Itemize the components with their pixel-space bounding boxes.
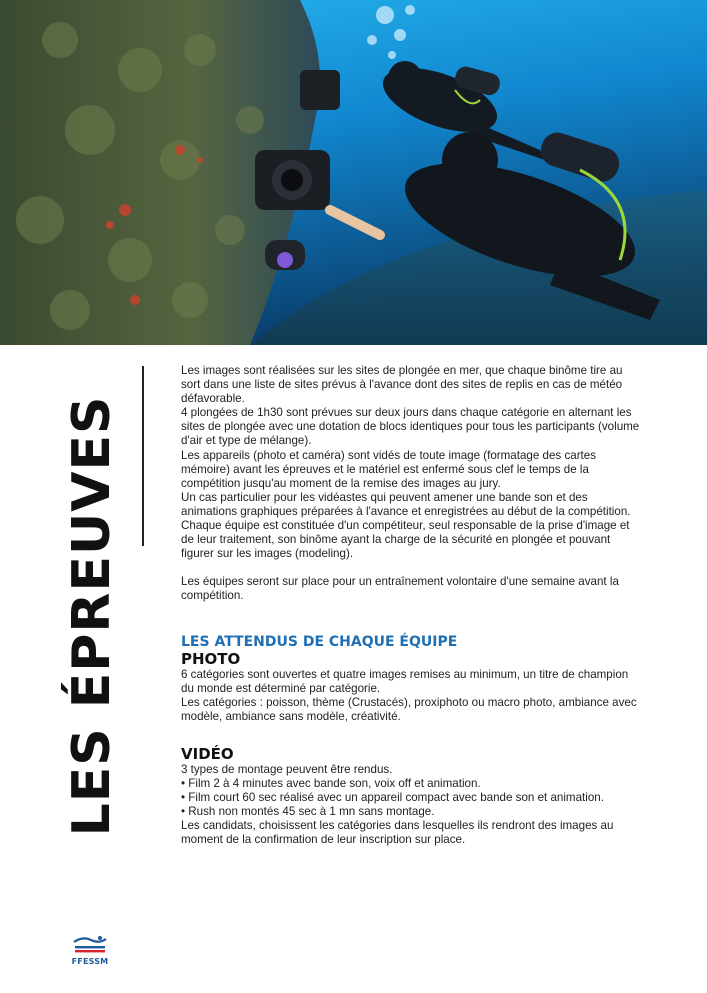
page-title: LES ÉPREUVES — [62, 395, 122, 837]
ffessm-logo — [71, 934, 109, 970]
subheading-photo: PHOTO — [181, 649, 241, 668]
subheading-video: VIDÉO — [181, 744, 234, 763]
body-paragraph-3: Les appareils (photo et caméra) sont vidés de toute image (formatage des cartes mémoire) avant les épreuves et le matériel est enfermé sous clef le temps de la compétition jusqu'au moment de la remise des images au jury. — [181, 448, 597, 490]
body-paragraph-2: 4 plongées de 1h30 sont prévues sur deux jours dans chaque catégorie en alternant les sites de plongée avec une dotation de blocs identiques pour tous les participants (volume d'air et type de mélange). — [181, 406, 640, 448]
body-paragraph-4: Un cas particulier pour les vidéastes qui peuvent amener une bande son et des animations graphiques préparées à l'avance et enregistrées au début de la compétition. — [181, 490, 631, 518]
wave-logo-icon — [71, 934, 109, 956]
underwater-divers-illustration — [0, 0, 707, 345]
main-content — [181, 364, 641, 847]
body-paragraph-6: Les équipes seront sur place pour un entraînement volontaire d'une semaine avant la compétition. — [181, 575, 619, 603]
body-paragraph-1: Les images sont réalisées sur les sites de plongée en mer, que chaque binôme tire au sort dans une liste de sites prévus à l'avance dont des sites de replis en cas de météo défavorable. — [181, 364, 623, 406]
video-list-item: • Rush non montés 45 sec à 1 mn sans montage. — [181, 805, 435, 819]
logo-text: FFESSM — [71, 957, 109, 966]
photo-paragraph-1: 6 catégories sont ouvertes et quatre images remises au minimum, un titre de champion du monde est déterminé par catégorie. — [181, 667, 629, 695]
video-outro: Les candidats, choisissent les catégories dans lesquelles ils rendront des images au moment de la confirmation de leur inscription sur place. — [181, 819, 614, 847]
hero-photo — [0, 0, 707, 345]
vertical-title-container — [56, 360, 128, 872]
photo-paragraph-2: Les catégories : poisson, thème (Crustacés), proxiphoto ou macro photo, ambiance avec modèle, ambiance sans modèle, créativité. — [181, 695, 637, 723]
video-intro: 3 types de montage peuvent être rendus. — [181, 762, 393, 776]
video-list-item: • Film 2 à 4 minutes avec bande son, voix off et animation. — [181, 776, 481, 790]
section-heading-attendus: LES ATTENDUS DE CHAQUE ÉQUIPE — [181, 633, 458, 650]
vertical-rule — [142, 366, 144, 546]
spacer — [181, 561, 641, 575]
video-list-item: • Film court 60 sec réalisé avec un appareil compact avec bande son et animation. — [181, 791, 604, 805]
body-paragraph-5: Chaque équipe est constituée d'un compétiteur, seul responsable de la prise d'image et de leur traitement, son binôme ayant la charge de la sécurité en plongée et pouvant figurer sur les images (modeling). — [181, 519, 630, 561]
